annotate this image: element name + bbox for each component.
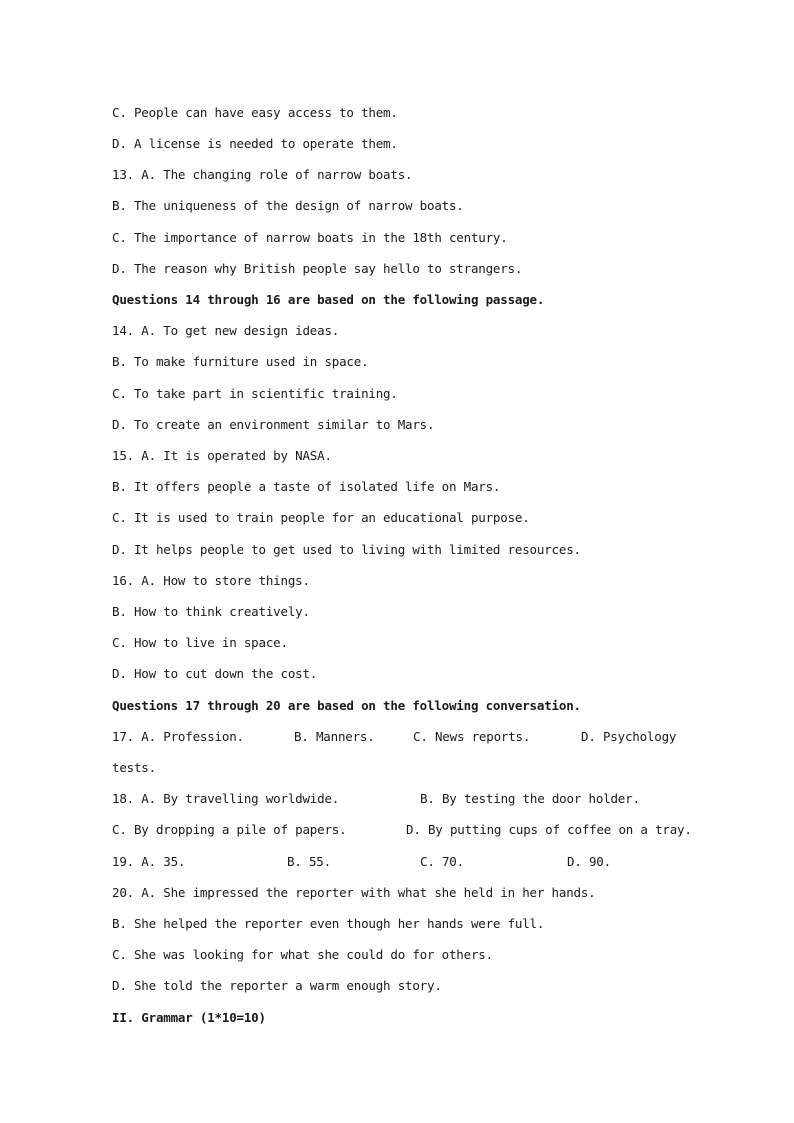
section-heading-17-20: Questions 17 through 20 are based on the following conversation.	[112, 698, 581, 713]
q13-option-a: 13. A. The changing role of narrow boats.	[112, 167, 413, 182]
q16-option-b: B. How to think creatively.	[112, 604, 310, 619]
q14-option-c: C. To take part in scientific training.	[112, 386, 398, 401]
q20-option-d: D. She told the reporter a warm enough story.	[112, 978, 442, 993]
q13-option-d: D. The reason why British people say hello to strangers.	[112, 261, 523, 276]
section-heading-grammar: II. Grammar (1*10=10)	[112, 1010, 266, 1025]
q18-options-row-2	[112, 822, 692, 838]
q19-option-a: 19. A. 35.	[112, 854, 186, 869]
q18-option-a: 18. A. By travelling worldwide.	[112, 791, 340, 806]
q18-options-row-1	[112, 791, 692, 807]
q13-option-c: C. The importance of narrow boats in the 18th century.	[112, 230, 508, 245]
q15-option-b: B. It offers people a taste of isolated life on Mars.	[112, 479, 501, 494]
q13-option-b: B. The uniqueness of the design of narrow boats.	[112, 198, 464, 213]
q12-option-c: C. People can have easy access to them.	[112, 105, 398, 120]
q19-option-d: D. 90.	[567, 854, 611, 869]
q19-options-row	[112, 854, 692, 870]
q14-option-b: B. To make furniture used in space.	[112, 354, 369, 369]
q18-option-d: D. By putting cups of coffee on a tray.	[406, 822, 692, 837]
q14-option-a: 14. A. To get new design ideas.	[112, 323, 340, 338]
section-heading-14-16: Questions 14 through 16 are based on the following passage.	[112, 292, 545, 307]
q17-option-c: C. News reports.	[413, 729, 531, 744]
q17-options-row	[112, 729, 692, 745]
q17-option-a: 17. A. Profession.	[112, 729, 244, 744]
q17-option-b: B. Manners.	[294, 729, 375, 744]
q15-option-d: D. It helps people to get used to living with limited resources.	[112, 542, 581, 557]
q15-option-c: C. It is used to train people for an educational purpose.	[112, 510, 530, 525]
q17-option-d-continued: tests.	[112, 760, 156, 775]
q18-option-c: C. By dropping a pile of papers.	[112, 822, 347, 837]
q19-option-b: B. 55.	[287, 854, 331, 869]
q20-option-c: C. She was looking for what she could do for others.	[112, 947, 493, 962]
q16-option-a: 16. A. How to store things.	[112, 573, 310, 588]
q17-option-d: D. Psychology	[581, 729, 677, 744]
q16-option-d: D. How to cut down the cost.	[112, 666, 318, 681]
q19-option-c: C. 70.	[420, 854, 464, 869]
q20-option-b: B. She helped the reporter even though her hands were full.	[112, 916, 545, 931]
q18-option-b: B. By testing the door holder.	[420, 791, 640, 806]
q15-option-a: 15. A. It is operated by NASA.	[112, 448, 332, 463]
q14-option-d: D. To create an environment similar to Mars.	[112, 417, 435, 432]
q16-option-c: C. How to live in space.	[112, 635, 288, 650]
q12-option-d: D. A license is needed to operate them.	[112, 136, 398, 151]
q20-option-a: 20. A. She impressed the reporter with what she held in her hands.	[112, 885, 596, 900]
